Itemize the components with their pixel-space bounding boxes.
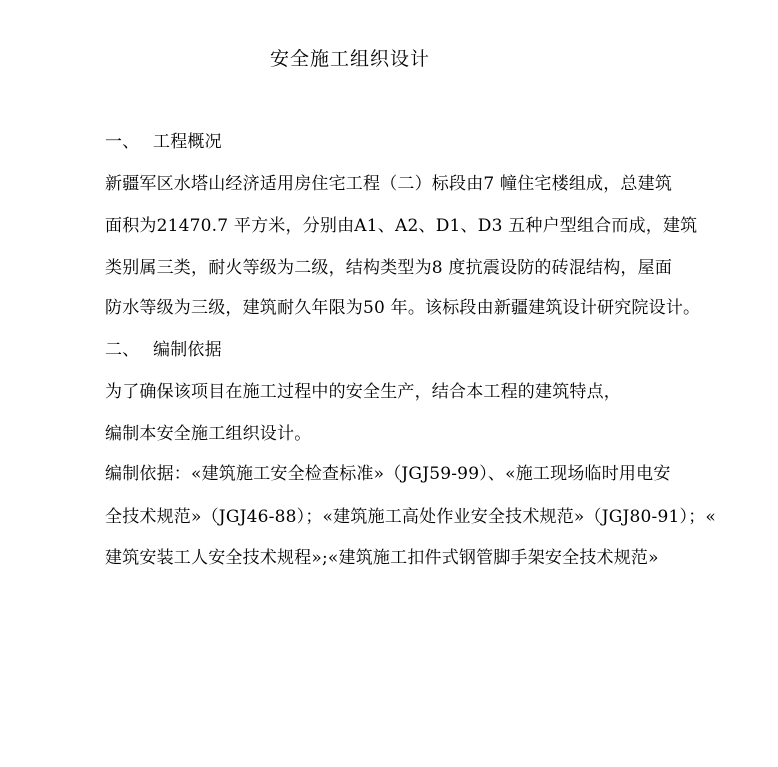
section2-line-1: 为了确保该项目在施工过程中的安全生产，结合本工程的建筑特点， [105,382,621,402]
section2-line-2: 编制本安全施工组织设计。 [105,424,312,444]
section2-number: 二、 [105,340,140,360]
section1-line-3: 类别属三类，耐火等级为二级，结构类型为8 度抗震设防的砖混结构，屋面 [105,258,673,278]
section2-line-5: 建筑安装工人安全技术规程»;«建筑施工扣件式钢管脚手架安全技术规范» [105,548,659,568]
section2-line-3: 编制依据：«建筑施工安全检查标准»（JGJ59-99）、«施工现场临时用电安 [105,464,671,484]
section2-heading-text: 编制依据 [153,340,222,360]
section1-line-4: 防水等级为三级，建筑耐久年限为50 年。该标段由新疆建筑设计研究院设计。 [105,298,701,318]
section2-line-4: 全技术规范»（JGJ46-88）；«建筑施工高处作业安全技术规范»（JGJ80-91）；« [105,507,717,527]
section1-heading [105,131,222,153]
section1-heading-text: 工程概况 [153,132,222,152]
section1-line-2: 面积为21470.7 平方米，分别由A1、A2、D1、D3 五种户型组合而成，建筑 [105,216,698,236]
section1-line-1: 新疆军区水塔山经济适用房住宅工程（二）标段由7 幢住宅楼组成，总建筑 [105,174,673,194]
section2-heading [105,339,222,361]
section1-number: 一、 [105,132,140,152]
document-title: 安全施工组织设计 [270,48,431,70]
